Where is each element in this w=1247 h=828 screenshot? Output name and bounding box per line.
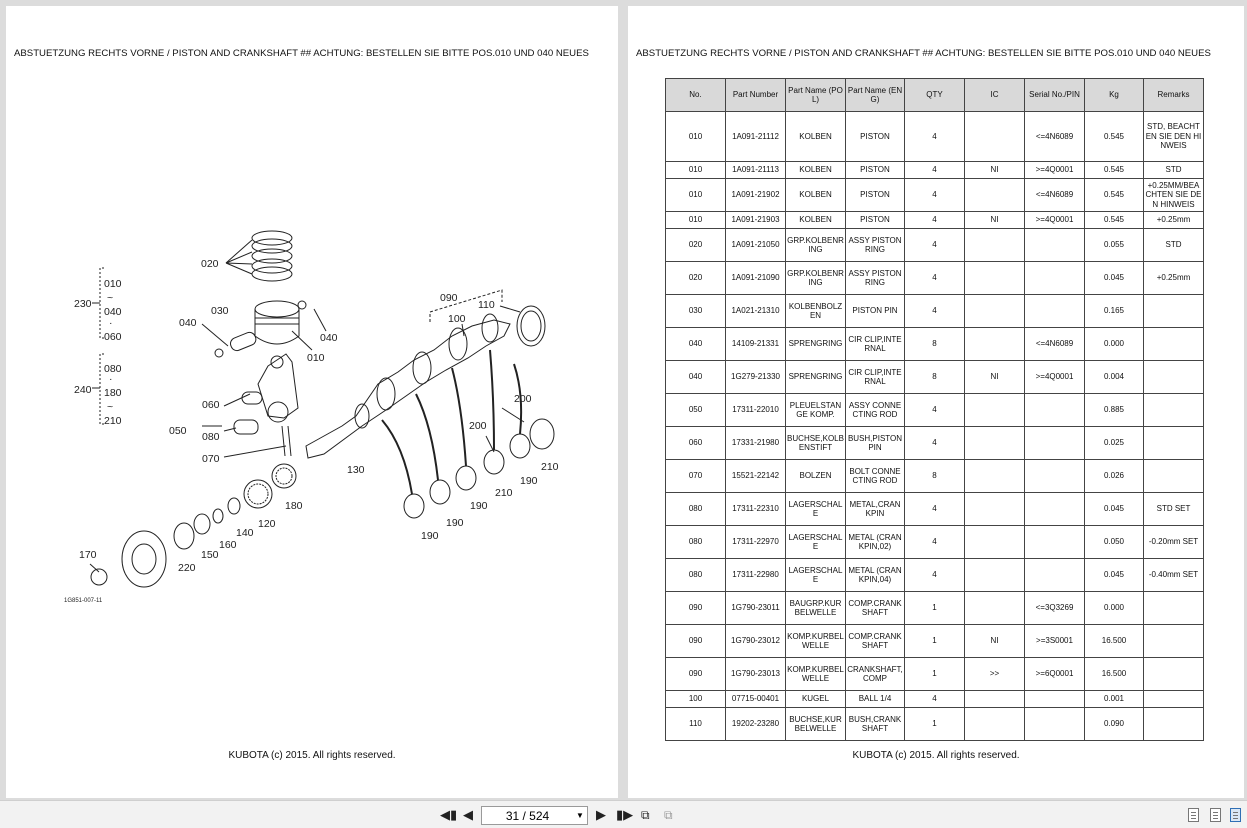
cell-remarks: -0.20mm SET xyxy=(1144,526,1204,559)
cell-remarks: +0.25mm xyxy=(1144,212,1204,229)
cell-name-eng: METAL (CRANKPIN,04) xyxy=(846,559,905,592)
cell-qty: 4 xyxy=(905,112,965,162)
cell-no: 080 xyxy=(666,559,726,592)
cell-name-eng: PISTON PIN xyxy=(846,295,905,328)
cell-serial xyxy=(1025,559,1085,592)
cell-no: 070 xyxy=(666,460,726,493)
callout-070: 070 xyxy=(202,453,220,465)
cell-kg: 0.045 xyxy=(1085,559,1144,592)
callout-190-b: 190 xyxy=(520,475,538,487)
callout-050: 050 xyxy=(169,425,187,437)
cell-kg: 0.545 xyxy=(1085,212,1144,229)
cell-name-pol: LAGERSCHALE xyxy=(786,493,846,526)
cell-no: 010 xyxy=(666,162,726,179)
cell-remarks: -0.40mm SET xyxy=(1144,559,1204,592)
table-row xyxy=(666,691,1204,708)
cell-part-number: 1G790-23011 xyxy=(726,592,786,625)
cell-kg: 0.050 xyxy=(1085,526,1144,559)
cell-serial xyxy=(1025,526,1085,559)
cell-name-eng: ASSY PISTON RING xyxy=(846,229,905,262)
cell-name-eng: CRANKSHAFT,COMP xyxy=(846,658,905,691)
cell-name-eng: BUSH,PISTON PIN xyxy=(846,427,905,460)
cell-part-number: 15521-22142 xyxy=(726,460,786,493)
callout-200-mid: 200 xyxy=(469,420,487,432)
callout-130: 130 xyxy=(347,464,365,476)
cell-ic xyxy=(965,295,1025,328)
col-header-part-number: Part Number xyxy=(726,79,786,112)
cell-kg: 0.090 xyxy=(1085,708,1144,741)
callout-190-c: 190 xyxy=(446,517,464,529)
cell-name-eng: PISTON xyxy=(846,112,905,162)
page-header-left: ABSTUETZUNG RECHTS VORNE / PISTON AND CRANKSHAFT ## ACHTUNG: BESTELLEN SIE BITTE POS.010 UND 040 NEUES xyxy=(14,48,589,59)
cell-part-number: 14109-21331 xyxy=(726,328,786,361)
callout-110: 110 xyxy=(478,299,495,311)
cell-name-pol: KOLBEN xyxy=(786,162,846,179)
cell-serial: >=4Q0001 xyxy=(1025,212,1085,229)
group-240-item: · xyxy=(109,373,113,385)
cell-kg: 0.055 xyxy=(1085,229,1144,262)
cell-ic xyxy=(965,112,1025,162)
exploded-parts-diagram xyxy=(6,6,618,746)
cell-name-eng: METAL,CRANKPIN xyxy=(846,493,905,526)
cell-serial: >=6Q0001 xyxy=(1025,658,1085,691)
cell-remarks: +0.25MM/BEACHTEN SIE DEN HINWEIS xyxy=(1144,179,1204,212)
cell-no: 040 xyxy=(666,328,726,361)
cell-qty: 4 xyxy=(905,229,965,262)
cell-part-number: 1A091-21113 xyxy=(726,162,786,179)
table-row xyxy=(666,625,1204,658)
cell-name-pol: SPRENGRING xyxy=(786,361,846,394)
callout-030: 030 xyxy=(211,305,229,317)
group-230-item: 060 xyxy=(104,331,122,343)
cell-no: 090 xyxy=(666,592,726,625)
cell-remarks xyxy=(1144,708,1204,741)
cell-name-eng: METAL (CRANKPIN,02) xyxy=(846,526,905,559)
cell-qty: 1 xyxy=(905,592,965,625)
cell-serial xyxy=(1025,460,1085,493)
last-page-icon[interactable]: ▮▶ xyxy=(616,807,634,822)
group-240-item: ~ xyxy=(107,401,114,413)
cell-name-eng: PISTON xyxy=(846,212,905,229)
cell-serial: <=4N6089 xyxy=(1025,112,1085,162)
cell-ic xyxy=(965,708,1025,741)
cell-ic xyxy=(965,592,1025,625)
cell-no: 080 xyxy=(666,526,726,559)
cell-part-number: 1A091-21090 xyxy=(726,262,786,295)
cell-serial xyxy=(1025,394,1085,427)
cell-name-eng: CIR CLIP,INTERNAL xyxy=(846,361,905,394)
page-footer-right: KUBOTA (c) 2015. All rights reserved. xyxy=(852,750,1020,761)
table-row xyxy=(666,112,1204,162)
viewer-toolbar xyxy=(0,800,1247,828)
col-header-no: No. xyxy=(666,79,726,112)
cell-remarks xyxy=(1144,361,1204,394)
cell-ic xyxy=(965,262,1025,295)
cell-serial xyxy=(1025,691,1085,708)
cell-remarks xyxy=(1144,394,1204,427)
cell-name-pol: BAUGRP.KURBELWELLE xyxy=(786,592,846,625)
callout-170: 170 xyxy=(79,549,97,561)
chevron-down-icon: ▼ xyxy=(576,811,584,820)
callout-190-a: 190 xyxy=(470,500,488,512)
callout-040-right: 040 xyxy=(320,332,338,344)
cell-name-pol: KOLBENBOLZEN xyxy=(786,295,846,328)
cell-no: 090 xyxy=(666,658,726,691)
single-page-view-icon[interactable] xyxy=(1188,808,1199,822)
cell-serial: >=4Q0001 xyxy=(1025,162,1085,179)
callout-140: 140 xyxy=(236,527,254,539)
cell-ic xyxy=(965,394,1025,427)
cell-qty: 4 xyxy=(905,162,965,179)
table-row xyxy=(666,658,1204,691)
cell-part-number: 17311-22310 xyxy=(726,493,786,526)
cell-name-pol: BUCHSE,KOLBENSTIFT xyxy=(786,427,846,460)
cell-serial xyxy=(1025,493,1085,526)
cell-name-eng: COMP.CRANKSHAFT xyxy=(846,592,905,625)
table-row xyxy=(666,427,1204,460)
table-row xyxy=(666,460,1204,493)
table-row xyxy=(666,295,1204,328)
table-row xyxy=(666,162,1204,179)
cell-name-pol: KOLBEN xyxy=(786,112,846,162)
cell-no: 080 xyxy=(666,493,726,526)
table-row xyxy=(666,708,1204,741)
callout-160: 160 xyxy=(219,539,237,551)
page-number-select[interactable] xyxy=(481,806,588,825)
cell-kg: 0.004 xyxy=(1085,361,1144,394)
group-230-item: ~ xyxy=(107,292,114,304)
parts-table-body xyxy=(666,112,1204,741)
cell-name-pol: GRP.KOLBENRING xyxy=(786,262,846,295)
cell-qty: 8 xyxy=(905,328,965,361)
cell-part-number: 1A091-21902 xyxy=(726,179,786,212)
next-page-icon[interactable]: ▶ xyxy=(596,807,606,822)
cell-remarks xyxy=(1144,625,1204,658)
first-page-icon[interactable]: ◀▮ xyxy=(440,807,458,822)
cell-no: 010 xyxy=(666,212,726,229)
cell-remarks: +0.25mm xyxy=(1144,262,1204,295)
cell-part-number: 19202-23280 xyxy=(726,708,786,741)
cell-remarks: STD, BEACHTEN SIE DEN HINWEIS xyxy=(1144,112,1204,162)
cell-qty: 4 xyxy=(905,179,965,212)
cell-name-pol: LAGERSCHALE xyxy=(786,559,846,592)
table-row xyxy=(666,229,1204,262)
cell-qty: 4 xyxy=(905,691,965,708)
table-row xyxy=(666,212,1204,229)
col-header-remarks: Remarks xyxy=(1144,79,1204,112)
callout-180: 180 xyxy=(285,500,303,512)
table-row xyxy=(666,328,1204,361)
cell-name-eng: ASSY PISTON RING xyxy=(846,262,905,295)
callout-210-a: 210 xyxy=(541,461,559,473)
cell-no: 010 xyxy=(666,179,726,212)
col-header-name-eng: Part Name (ENG) xyxy=(846,79,905,112)
cell-serial: >=3S0001 xyxy=(1025,625,1085,658)
cell-qty: 1 xyxy=(905,708,965,741)
cell-ic xyxy=(965,229,1025,262)
group-230-label: 230 xyxy=(74,298,92,310)
cell-no: 110 xyxy=(666,708,726,741)
table-row xyxy=(666,361,1204,394)
cell-qty: 4 xyxy=(905,295,965,328)
cell-part-number: 17311-22010 xyxy=(726,394,786,427)
cell-name-pol: BOLZEN xyxy=(786,460,846,493)
cell-name-eng: BUSH,CRANKSHAFT xyxy=(846,708,905,741)
right-page xyxy=(628,6,1244,798)
callout-090: 090 xyxy=(440,292,458,304)
cell-remarks: STD xyxy=(1144,162,1204,179)
cell-part-number: 17311-22980 xyxy=(726,559,786,592)
cell-remarks xyxy=(1144,592,1204,625)
cell-part-number: 17311-22970 xyxy=(726,526,786,559)
cell-remarks: STD SET xyxy=(1144,493,1204,526)
cell-ic xyxy=(965,526,1025,559)
cell-no: 020 xyxy=(666,229,726,262)
cell-part-number: 1A021-21310 xyxy=(726,295,786,328)
cell-name-pol: KUGEL xyxy=(786,691,846,708)
group-230-item: · xyxy=(109,317,113,329)
cell-serial: <=4N6089 xyxy=(1025,328,1085,361)
cell-serial: <=3Q3269 xyxy=(1025,592,1085,625)
figure-code: 1G851-007-11 xyxy=(64,598,103,604)
cell-remarks xyxy=(1144,460,1204,493)
cell-ic: NI xyxy=(965,625,1025,658)
cell-name-pol: PLEUELSTANGE KOMP. xyxy=(786,394,846,427)
left-page xyxy=(6,6,618,798)
cell-name-eng: PISTON xyxy=(846,162,905,179)
callout-190-d: 190 xyxy=(421,530,439,542)
cell-kg: 0.000 xyxy=(1085,592,1144,625)
cell-ic xyxy=(965,460,1025,493)
callout-220: 220 xyxy=(178,562,196,574)
cell-part-number: 1G279-21330 xyxy=(726,361,786,394)
cell-name-eng: BOLT CONNECTING ROD xyxy=(846,460,905,493)
cell-ic: NI xyxy=(965,212,1025,229)
cell-part-number: 07715-00401 xyxy=(726,691,786,708)
table-header-row xyxy=(666,79,1204,112)
cell-kg: 0.000 xyxy=(1085,328,1144,361)
callout-020: 020 xyxy=(201,258,219,270)
cell-remarks xyxy=(1144,295,1204,328)
cell-name-pol: KOMP.KURBELWELLE xyxy=(786,625,846,658)
two-page-view-icon[interactable] xyxy=(1210,808,1221,822)
group-240-label: 240 xyxy=(74,384,92,396)
cell-name-pol: KOLBEN xyxy=(786,179,846,212)
cell-kg: 0.045 xyxy=(1085,262,1144,295)
cell-part-number: 1G790-23012 xyxy=(726,625,786,658)
table-row xyxy=(666,262,1204,295)
col-header-name-pol: Part Name (POL) xyxy=(786,79,846,112)
cell-qty: 4 xyxy=(905,493,965,526)
cell-qty: 4 xyxy=(905,212,965,229)
cell-serial: <=4N6089 xyxy=(1025,179,1085,212)
cell-ic xyxy=(965,179,1025,212)
cell-part-number: 1A091-21903 xyxy=(726,212,786,229)
callout-210-b: 210 xyxy=(495,487,513,499)
cell-remarks xyxy=(1144,427,1204,460)
cell-ic xyxy=(965,559,1025,592)
parts-table xyxy=(665,78,1204,741)
cell-kg: 16.500 xyxy=(1085,625,1144,658)
cell-remarks xyxy=(1144,328,1204,361)
cell-part-number: 1A091-21050 xyxy=(726,229,786,262)
cell-kg: 0.165 xyxy=(1085,295,1144,328)
cell-no: 090 xyxy=(666,625,726,658)
cell-no: 100 xyxy=(666,691,726,708)
cell-name-pol: KOLBEN xyxy=(786,212,846,229)
cell-name-pol: BUCHSE,KURBELWELLE xyxy=(786,708,846,741)
table-row xyxy=(666,526,1204,559)
cell-serial xyxy=(1025,229,1085,262)
cell-no: 060 xyxy=(666,427,726,460)
callout-150: 150 xyxy=(201,549,219,561)
table-row xyxy=(666,394,1204,427)
cell-serial: >=4Q0001 xyxy=(1025,361,1085,394)
cell-qty: 4 xyxy=(905,427,965,460)
page-indicator: 31 / 524 xyxy=(505,808,550,823)
cell-qty: 4 xyxy=(905,559,965,592)
cell-kg: 0.885 xyxy=(1085,394,1144,427)
cell-ic xyxy=(965,691,1025,708)
col-header-kg: Kg xyxy=(1085,79,1144,112)
cell-kg: 0.545 xyxy=(1085,179,1144,212)
cell-qty: 1 xyxy=(905,658,965,691)
cell-serial xyxy=(1025,708,1085,741)
cell-qty: 8 xyxy=(905,460,965,493)
page-footer-left: KUBOTA (c) 2015. All rights reserved. xyxy=(228,750,396,761)
cell-part-number: 1G790-23013 xyxy=(726,658,786,691)
table-row xyxy=(666,559,1204,592)
col-header-serial: Serial No./PIN xyxy=(1025,79,1085,112)
cell-serial xyxy=(1025,295,1085,328)
cell-kg: 0.545 xyxy=(1085,112,1144,162)
table-row xyxy=(666,592,1204,625)
cell-qty: 4 xyxy=(905,262,965,295)
cell-name-pol: KOMP.KURBELWELLE xyxy=(786,658,846,691)
cell-remarks xyxy=(1144,658,1204,691)
cell-qty: 4 xyxy=(905,394,965,427)
group-240-item: 080 xyxy=(104,363,122,375)
cell-name-eng: ASSY CONNECTING ROD xyxy=(846,394,905,427)
cell-kg: 0.026 xyxy=(1085,460,1144,493)
cell-part-number: 1A091-21112 xyxy=(726,112,786,162)
book-view-icon[interactable] xyxy=(1230,808,1241,822)
cell-kg: 0.025 xyxy=(1085,427,1144,460)
cell-kg: 16.500 xyxy=(1085,658,1144,691)
cell-ic xyxy=(965,427,1025,460)
callout-100: 100 xyxy=(448,313,466,325)
cell-no: 050 xyxy=(666,394,726,427)
cell-name-eng: BALL 1/4 xyxy=(846,691,905,708)
cell-no: 030 xyxy=(666,295,726,328)
cell-ic: >> xyxy=(965,658,1025,691)
cell-ic xyxy=(965,493,1025,526)
cell-name-pol: SPRENGRING xyxy=(786,328,846,361)
group-230-item: 040 xyxy=(104,306,122,318)
cell-no: 010 xyxy=(666,112,726,162)
cell-no: 020 xyxy=(666,262,726,295)
group-240-item: 180 xyxy=(104,387,122,399)
continuous-view-icon[interactable]: ⧉ xyxy=(641,808,650,822)
group-230-item: 010 xyxy=(104,278,122,290)
group-240-item: 210 xyxy=(104,415,122,427)
col-header-qty: QTY xyxy=(905,79,965,112)
cell-name-pol: LAGERSCHALE xyxy=(786,526,846,559)
table-row xyxy=(666,179,1204,212)
cell-kg: 0.545 xyxy=(1085,162,1144,179)
cell-serial xyxy=(1025,262,1085,295)
prev-page-icon[interactable]: ◀ xyxy=(463,807,473,822)
callout-200-right: 200 xyxy=(514,393,532,405)
cell-kg: 0.001 xyxy=(1085,691,1144,708)
callout-060: 060 xyxy=(202,399,220,411)
cell-name-eng: COMP.CRANKSHAFT xyxy=(846,625,905,658)
cell-remarks: STD xyxy=(1144,229,1204,262)
cell-name-pol: GRP.KOLBENRING xyxy=(786,229,846,262)
cell-name-eng: CIR CLIP,INTERNAL xyxy=(846,328,905,361)
cell-name-eng: PISTON xyxy=(846,179,905,212)
callout-040-left: 040 xyxy=(179,317,197,329)
cell-qty: 8 xyxy=(905,361,965,394)
cell-ic xyxy=(965,328,1025,361)
page-header-right: ABSTUETZUNG RECHTS VORNE / PISTON AND CRANKSHAFT ## ACHTUNG: BESTELLEN SIE BITTE POS.010 UND 040 NEUES xyxy=(636,48,1211,59)
cell-ic: NI xyxy=(965,361,1025,394)
table-row xyxy=(666,493,1204,526)
cell-part-number: 17331-21980 xyxy=(726,427,786,460)
cell-qty: 4 xyxy=(905,526,965,559)
callout-080: 080 xyxy=(202,431,220,443)
cell-kg: 0.045 xyxy=(1085,493,1144,526)
cell-ic: NI xyxy=(965,162,1025,179)
facing-view-icon[interactable]: ⧉ xyxy=(664,808,673,822)
col-header-ic: IC xyxy=(965,79,1025,112)
cell-remarks xyxy=(1144,691,1204,708)
cell-no: 040 xyxy=(666,361,726,394)
callout-120: 120 xyxy=(258,518,276,530)
cell-serial xyxy=(1025,427,1085,460)
callout-010: 010 xyxy=(307,352,325,364)
cell-qty: 1 xyxy=(905,625,965,658)
